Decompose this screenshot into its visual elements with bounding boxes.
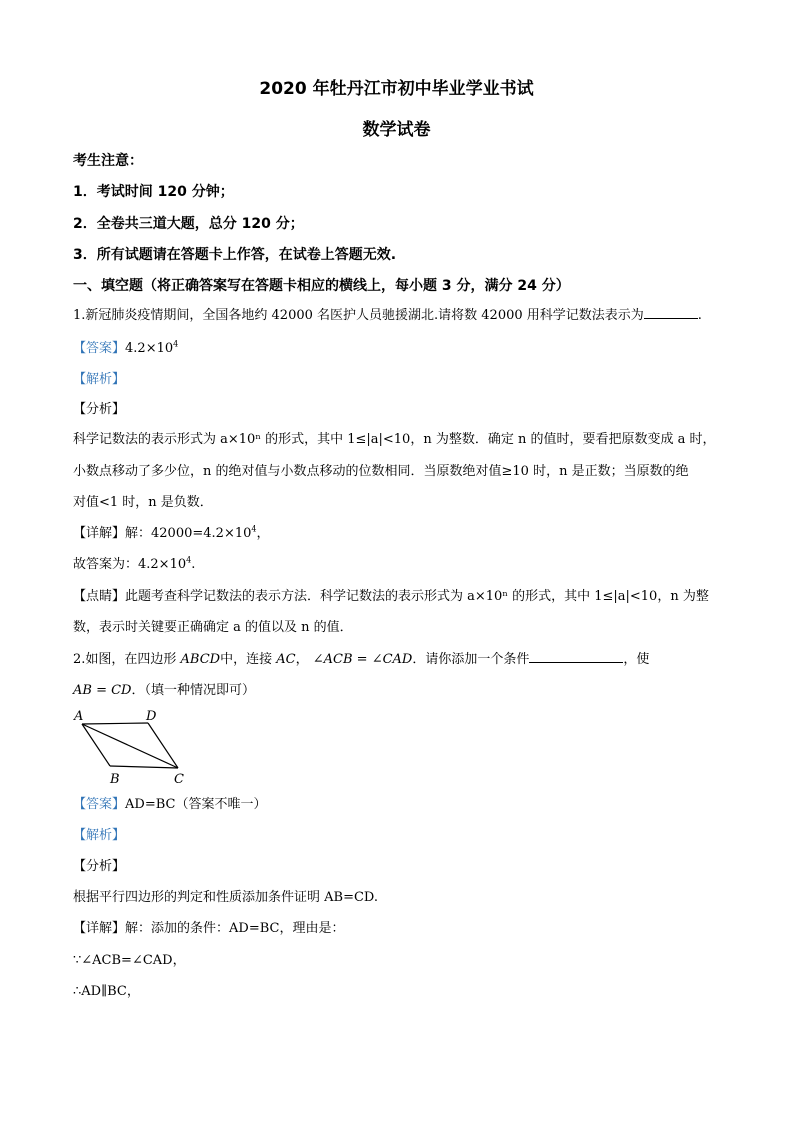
q1-point-tag: 【点睛】 <box>73 589 126 604</box>
q1-detail-tag: 【详解】 <box>73 526 126 541</box>
q1-final-text: 故答案为：4.2×10 <box>73 557 187 572</box>
q2-detail-tag: 【详解】 <box>73 921 126 936</box>
notice-item-3: 3．所有试题请在答题卡上作答，在试卷上答题无效. <box>73 247 397 263</box>
q1-point-line-1: 此题考查科学记数法的表示方法．科学记数法的表示形式为 a×10ⁿ 的形式，其中 1≤|a|<10，n 为整 <box>125 589 709 604</box>
q1-jiexi-tag: 【解析】 <box>73 372 126 387</box>
q1-final-exp: 4 <box>186 555 192 565</box>
q2-angle-equation: ∠ACB = ∠CAD <box>312 652 413 667</box>
q1-analysis-line-1: 科学记数法的表示形式为 a×10ⁿ 的形式，其中 1≤|a|<10，n 为整数．确定 n 的值时，要看把原数变成 a 时， <box>73 432 716 447</box>
exam-title: 2020 年牡丹江市初中毕业学业书试 <box>259 79 534 99</box>
figure-edge-ad <box>82 723 148 724</box>
q2-stem-line-2 <box>73 681 723 701</box>
q2-fenxi-tag: 【分析】 <box>73 859 126 874</box>
q1-detail <box>73 524 723 544</box>
q2-stem-d: ．请你添加一个条件 <box>412 652 530 667</box>
q2-stem-b: 中，连接 <box>220 652 273 667</box>
q2-detail-text: 解：添加的条件：AD=BC，理由是： <box>125 921 345 936</box>
q1-final-end: . <box>191 557 196 572</box>
quadrilateral-figure <box>70 706 195 786</box>
q1-answer-base: 4.2×10 <box>125 341 174 356</box>
q2-diagonal: AC <box>276 652 296 667</box>
q1-analysis-line-3: 对值<1 时，n 是负数． <box>73 495 213 510</box>
q1-blank <box>644 306 698 319</box>
q2-target-equation: AB = CD <box>73 683 132 698</box>
q1-analysis-line-2: 小数点移动了多少位，n 的绝对值与小数点移动的位数相同．当原数绝对值≥10 时，n 是正数；当原数的绝 <box>73 464 689 479</box>
q2-stem-c: ， <box>295 652 309 667</box>
q1-point-line-2: 数，表示时关键要正确确定 a 的值以及 n 的值． <box>73 620 353 635</box>
q1-point <box>73 587 723 607</box>
q2-step-2: ∴AD∥BC， <box>73 984 140 999</box>
figure-edge-cb <box>110 766 178 768</box>
q2-answer <box>73 795 723 815</box>
q1-fenxi-tag: 【分析】 <box>73 402 126 417</box>
q2-stem <box>73 650 723 670</box>
q2-stem-a: 2.如图，在四边形 <box>73 652 177 667</box>
q2-analysis: 根据平行四边形的判定和性质添加条件证明 AB=CD. <box>73 890 379 905</box>
q2-jiexi-tag: 【解析】 <box>73 828 126 843</box>
q1-answer <box>73 339 723 359</box>
q1-detail-end: ， <box>256 526 270 541</box>
q1-detail-exp: 4 <box>251 524 257 534</box>
q1-answer-tag: 【答案】 <box>73 341 126 356</box>
figure-label-d: D <box>146 709 157 724</box>
q1-detail-text: 解：42000=4.2×10 <box>125 526 252 541</box>
q2-detail <box>73 919 723 939</box>
section-1-heading: 一、填空题（将正确答案写在答题卡相应的横线上，每小题 3 分，满分 24 分） <box>73 278 570 294</box>
q1-stem-end: . <box>697 308 702 323</box>
q1-answer-exp: 4 <box>173 339 179 349</box>
q1-final <box>73 555 723 575</box>
q2-quad: ABCD <box>180 652 221 667</box>
q1-stem <box>73 306 723 326</box>
q2-answer-tag: 【答案】 <box>73 797 126 812</box>
notice-item-1: 1．考试时间 120 分钟； <box>73 184 234 200</box>
q2-blank <box>529 650 623 663</box>
q1-stem-text: 1.新冠肺炎疫情期间，全国各地约 42000 名医护人员驰援湖北.请将数 42000 用科学记数法表示为 <box>73 308 644 323</box>
notice-heading: 考生注意： <box>73 153 143 169</box>
exam-subtitle: 数学试卷 <box>362 120 431 140</box>
figure-label-c: C <box>174 772 184 786</box>
notice-item-2: 2．全卷共三道大题，总分 120 分； <box>73 216 304 232</box>
q2-step-1: ∵∠ACB=∠CAD， <box>73 953 186 968</box>
q2-answer-text: AD=BC（答案不唯一） <box>125 797 267 812</box>
figure-label-b: B <box>110 772 120 786</box>
figure-label-a: A <box>74 709 84 724</box>
q2-stem-e: ，使 <box>623 652 650 667</box>
q2-stem-f: ．（填一种情况即可） <box>131 683 255 698</box>
